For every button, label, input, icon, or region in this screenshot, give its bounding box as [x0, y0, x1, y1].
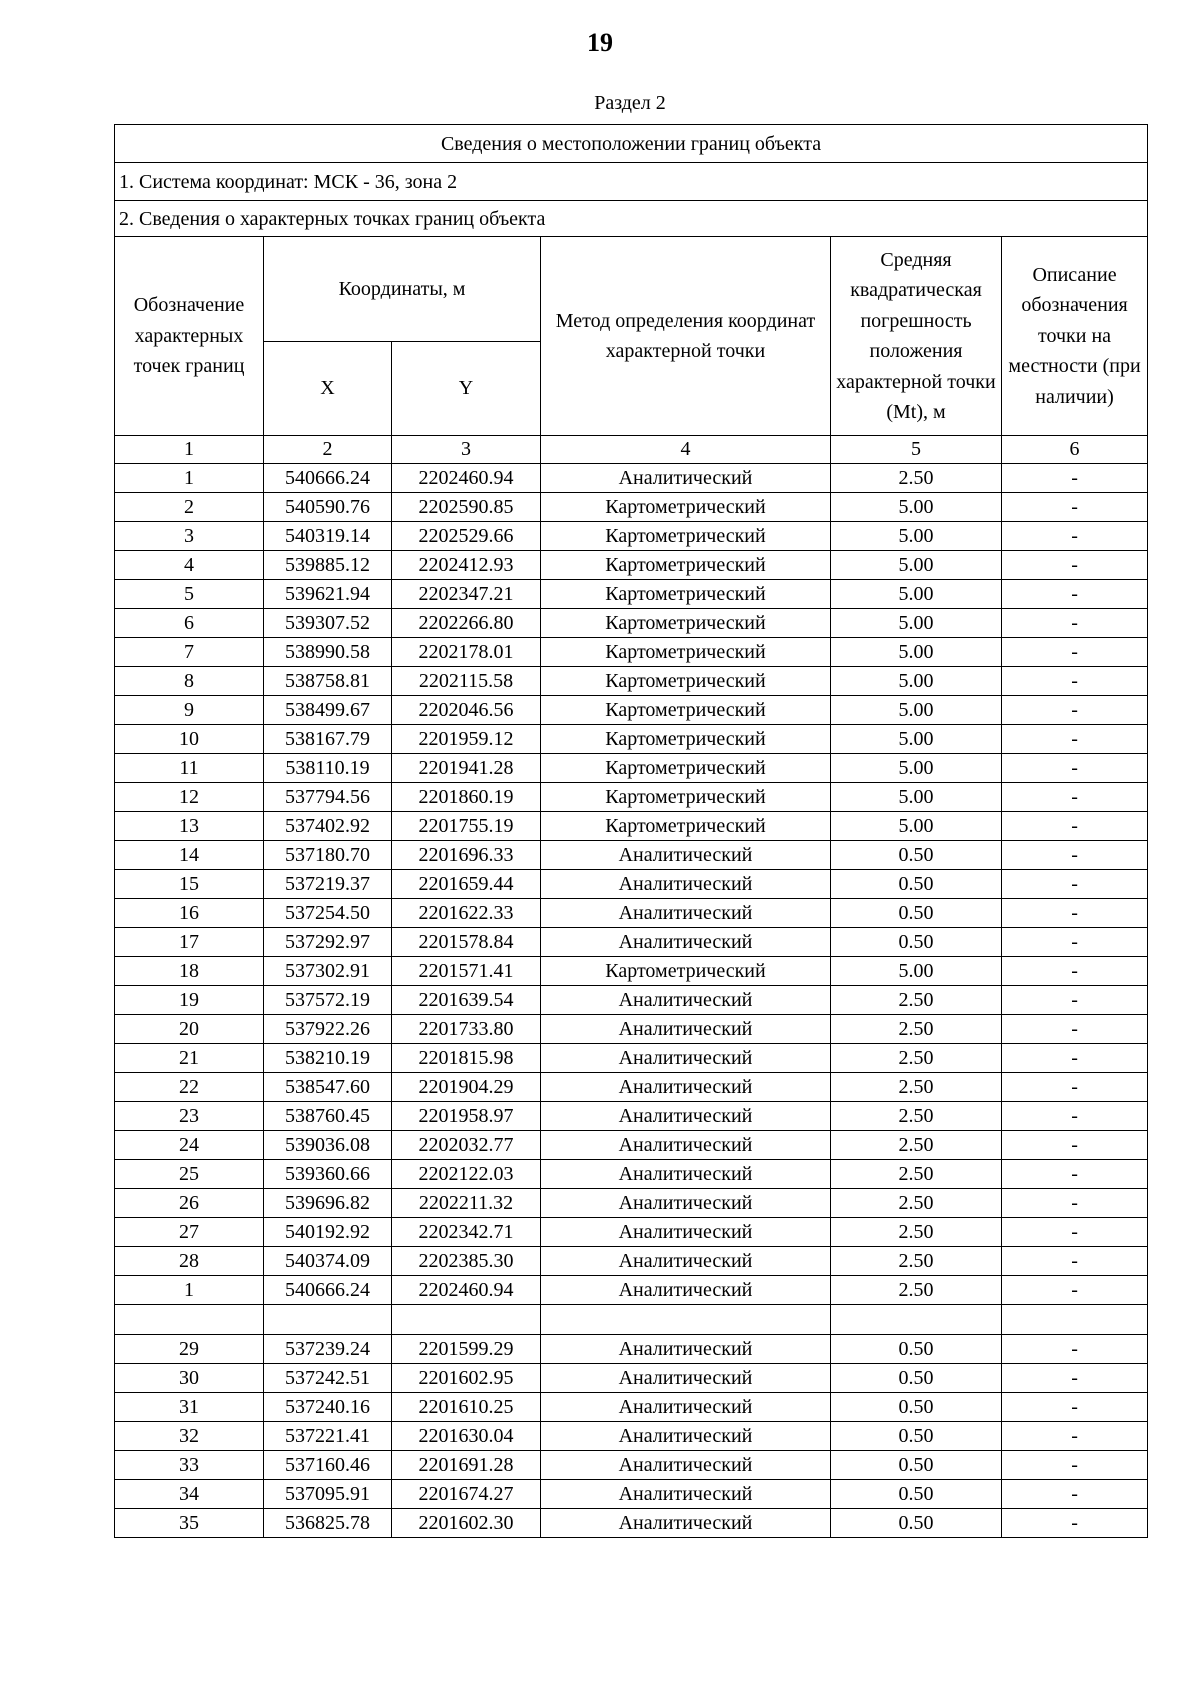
mean-error: 2.50 — [831, 464, 1002, 493]
method: Аналитический — [541, 1480, 831, 1509]
header-coordinates: Координаты, м — [264, 237, 541, 342]
description: - — [1002, 609, 1148, 638]
y-coordinate: 2202266.80 — [392, 609, 541, 638]
x-coordinate: 539621.94 — [264, 580, 392, 609]
method: Аналитический — [541, 899, 831, 928]
x-coordinate: 538167.79 — [264, 725, 392, 754]
y-coordinate: 2202211.32 — [392, 1189, 541, 1218]
point-number: 4 — [115, 551, 264, 580]
method: Аналитический — [541, 1451, 831, 1480]
empty-cell — [831, 1305, 1002, 1335]
mean-error: 5.00 — [831, 725, 1002, 754]
description: - — [1002, 783, 1148, 812]
method: Картометрический — [541, 609, 831, 638]
table-row — [115, 493, 1148, 522]
y-coordinate: 2202460.94 — [392, 1276, 541, 1305]
table-row — [115, 812, 1148, 841]
empty-cell — [392, 1305, 541, 1335]
description: - — [1002, 957, 1148, 986]
table-row — [115, 986, 1148, 1015]
table-row — [115, 1073, 1148, 1102]
method: Аналитический — [541, 928, 831, 957]
table-row — [115, 1015, 1148, 1044]
column-number: 2 — [264, 436, 392, 464]
x-coordinate: 537160.46 — [264, 1451, 392, 1480]
mean-error: 2.50 — [831, 1015, 1002, 1044]
method: Картометрический — [541, 580, 831, 609]
header-error: Средняя квадратическая погрешность положения характерной точки (Mt), м — [831, 237, 1002, 436]
mean-error: 0.50 — [831, 928, 1002, 957]
method: Картометрический — [541, 638, 831, 667]
mean-error: 5.00 — [831, 638, 1002, 667]
x-coordinate: 537302.91 — [264, 957, 392, 986]
mean-error: 2.50 — [831, 1160, 1002, 1189]
x-coordinate: 538547.60 — [264, 1073, 392, 1102]
point-number: 14 — [115, 841, 264, 870]
mean-error: 5.00 — [831, 812, 1002, 841]
mean-error: 0.50 — [831, 1364, 1002, 1393]
point-number: 19 — [115, 986, 264, 1015]
description: - — [1002, 1247, 1148, 1276]
method: Картометрический — [541, 667, 831, 696]
point-number: 23 — [115, 1102, 264, 1131]
y-coordinate: 2201659.44 — [392, 870, 541, 899]
x-coordinate: 537254.50 — [264, 899, 392, 928]
mean-error: 2.50 — [831, 1276, 1002, 1305]
method: Аналитический — [541, 1335, 831, 1364]
y-coordinate: 2201639.54 — [392, 986, 541, 1015]
y-coordinate: 2201602.95 — [392, 1364, 541, 1393]
method: Аналитический — [541, 1044, 831, 1073]
y-coordinate: 2202529.66 — [392, 522, 541, 551]
mean-error: 0.50 — [831, 1451, 1002, 1480]
point-number: 12 — [115, 783, 264, 812]
description: - — [1002, 522, 1148, 551]
description: - — [1002, 1015, 1148, 1044]
mean-error: 2.50 — [831, 986, 1002, 1015]
mean-error: 0.50 — [831, 841, 1002, 870]
method: Картометрический — [541, 812, 831, 841]
x-coordinate: 539036.08 — [264, 1131, 392, 1160]
point-number: 20 — [115, 1015, 264, 1044]
description: - — [1002, 1102, 1148, 1131]
description: - — [1002, 1131, 1148, 1160]
description: - — [1002, 1044, 1148, 1073]
y-coordinate: 2202347.21 — [392, 580, 541, 609]
mean-error: 5.00 — [831, 522, 1002, 551]
description: - — [1002, 928, 1148, 957]
mean-error: 5.00 — [831, 667, 1002, 696]
x-coordinate: 538990.58 — [264, 638, 392, 667]
method: Аналитический — [541, 870, 831, 899]
table-row — [115, 783, 1148, 812]
table-row — [115, 1509, 1148, 1538]
x-coordinate: 537240.16 — [264, 1393, 392, 1422]
description: - — [1002, 638, 1148, 667]
description: - — [1002, 1189, 1148, 1218]
x-coordinate: 540319.14 — [264, 522, 392, 551]
y-coordinate: 2201674.27 — [392, 1480, 541, 1509]
point-number: 16 — [115, 899, 264, 928]
x-coordinate: 537922.26 — [264, 1015, 392, 1044]
table-row — [115, 957, 1148, 986]
mean-error: 2.50 — [831, 1073, 1002, 1102]
method: Картометрический — [541, 696, 831, 725]
y-coordinate: 2201941.28 — [392, 754, 541, 783]
description: - — [1002, 986, 1148, 1015]
point-number: 7 — [115, 638, 264, 667]
x-coordinate: 538110.19 — [264, 754, 392, 783]
point-number: 22 — [115, 1073, 264, 1102]
points-heading-row: 2. Сведения о характерных точках границ объекта — [115, 201, 1148, 237]
table-row — [115, 522, 1148, 551]
method: Аналитический — [541, 1189, 831, 1218]
description: - — [1002, 1218, 1148, 1247]
header-method: Метод определения координат характерной точки — [541, 237, 831, 436]
header-x: X — [264, 341, 392, 435]
empty-cell — [264, 1305, 392, 1335]
column-number: 4 — [541, 436, 831, 464]
mean-error: 0.50 — [831, 1509, 1002, 1538]
table-row — [115, 667, 1148, 696]
table-row — [115, 928, 1148, 957]
y-coordinate: 2202032.77 — [392, 1131, 541, 1160]
y-coordinate: 2201733.80 — [392, 1015, 541, 1044]
description: - — [1002, 1422, 1148, 1451]
point-number: 9 — [115, 696, 264, 725]
table-row — [115, 1247, 1148, 1276]
description: - — [1002, 551, 1148, 580]
x-coordinate: 540192.92 — [264, 1218, 392, 1247]
method: Аналитический — [541, 1218, 831, 1247]
x-coordinate: 537292.97 — [264, 928, 392, 957]
column-numbers-row — [115, 436, 1148, 464]
column-number: 5 — [831, 436, 1002, 464]
y-coordinate: 2201578.84 — [392, 928, 541, 957]
y-coordinate: 2201815.98 — [392, 1044, 541, 1073]
point-number: 21 — [115, 1044, 264, 1073]
description: - — [1002, 841, 1148, 870]
point-number: 5 — [115, 580, 264, 609]
y-coordinate: 2202460.94 — [392, 464, 541, 493]
x-coordinate: 538760.45 — [264, 1102, 392, 1131]
method: Аналитический — [541, 841, 831, 870]
point-number: 28 — [115, 1247, 264, 1276]
method: Аналитический — [541, 1276, 831, 1305]
point-number: 10 — [115, 725, 264, 754]
x-coordinate: 537794.56 — [264, 783, 392, 812]
table-row — [115, 464, 1148, 493]
x-coordinate: 539360.66 — [264, 1160, 392, 1189]
y-coordinate: 2202178.01 — [392, 638, 541, 667]
y-coordinate: 2201958.97 — [392, 1102, 541, 1131]
x-coordinate: 537242.51 — [264, 1364, 392, 1393]
empty-cell — [115, 1305, 264, 1335]
y-coordinate: 2201691.28 — [392, 1451, 541, 1480]
x-coordinate: 540590.76 — [264, 493, 392, 522]
point-number: 15 — [115, 870, 264, 899]
y-coordinate: 2201622.33 — [392, 899, 541, 928]
y-coordinate: 2201755.19 — [392, 812, 541, 841]
y-coordinate: 2201630.04 — [392, 1422, 541, 1451]
table-row — [115, 841, 1148, 870]
x-coordinate: 536825.78 — [264, 1509, 392, 1538]
mean-error: 2.50 — [831, 1102, 1002, 1131]
mean-error: 0.50 — [831, 899, 1002, 928]
coord-system-row: 1. Система координат: МСК - 36, зона 2 — [115, 163, 1148, 201]
table-row — [115, 1044, 1148, 1073]
y-coordinate: 2202122.03 — [392, 1160, 541, 1189]
description: - — [1002, 812, 1148, 841]
y-coordinate: 2202590.85 — [392, 493, 541, 522]
table-row — [115, 1160, 1148, 1189]
boundary-points-table — [114, 124, 1148, 1538]
header-description: Описание обозначения точки на местности (при наличии) — [1002, 237, 1148, 436]
point-number: 2 — [115, 493, 264, 522]
x-coordinate: 538758.81 — [264, 667, 392, 696]
table-row — [115, 580, 1148, 609]
method: Аналитический — [541, 1015, 831, 1044]
y-coordinate: 2202342.71 — [392, 1218, 541, 1247]
method: Аналитический — [541, 986, 831, 1015]
table-row — [115, 1102, 1148, 1131]
mean-error: 0.50 — [831, 1480, 1002, 1509]
mean-error: 2.50 — [831, 1131, 1002, 1160]
description: - — [1002, 464, 1148, 493]
empty-cell — [1002, 1305, 1148, 1335]
method: Картометрический — [541, 957, 831, 986]
y-coordinate: 2201959.12 — [392, 725, 541, 754]
mean-error: 0.50 — [831, 1422, 1002, 1451]
empty-cell — [541, 1305, 831, 1335]
y-coordinate: 2202046.56 — [392, 696, 541, 725]
table-body — [115, 464, 1148, 1538]
method: Картометрический — [541, 754, 831, 783]
point-number: 8 — [115, 667, 264, 696]
mean-error: 2.50 — [831, 1247, 1002, 1276]
x-coordinate: 540666.24 — [264, 1276, 392, 1305]
point-number: 32 — [115, 1422, 264, 1451]
y-coordinate: 2201571.41 — [392, 957, 541, 986]
method: Аналитический — [541, 1393, 831, 1422]
method: Картометрический — [541, 725, 831, 754]
description: - — [1002, 870, 1148, 899]
mean-error: 5.00 — [831, 609, 1002, 638]
mean-error: 5.00 — [831, 696, 1002, 725]
column-number: 6 — [1002, 436, 1148, 464]
description: - — [1002, 493, 1148, 522]
table-row — [115, 609, 1148, 638]
method: Аналитический — [541, 1102, 831, 1131]
description: - — [1002, 1480, 1148, 1509]
section-label: Раздел 2 — [594, 92, 666, 114]
page-number: 19 — [587, 28, 613, 57]
description: - — [1002, 580, 1148, 609]
y-coordinate: 2201599.29 — [392, 1335, 541, 1364]
mean-error: 2.50 — [831, 1218, 1002, 1247]
method: Аналитический — [541, 1509, 831, 1538]
x-coordinate: 538210.19 — [264, 1044, 392, 1073]
y-coordinate: 2201860.19 — [392, 783, 541, 812]
description: - — [1002, 1276, 1148, 1305]
mean-error: 5.00 — [831, 957, 1002, 986]
header-y: Y — [392, 341, 541, 435]
table-row — [115, 1480, 1148, 1509]
x-coordinate: 539696.82 — [264, 1189, 392, 1218]
x-coordinate: 537095.91 — [264, 1480, 392, 1509]
separator-row — [115, 1305, 1148, 1335]
description: - — [1002, 1364, 1148, 1393]
mean-error: 2.50 — [831, 1044, 1002, 1073]
table-row — [115, 1451, 1148, 1480]
table-row — [115, 725, 1148, 754]
mean-error: 5.00 — [831, 551, 1002, 580]
description: - — [1002, 1160, 1148, 1189]
y-coordinate: 2202115.58 — [392, 667, 541, 696]
description: - — [1002, 1073, 1148, 1102]
method: Картометрический — [541, 783, 831, 812]
method: Аналитический — [541, 1160, 831, 1189]
point-number: 26 — [115, 1189, 264, 1218]
description: - — [1002, 1509, 1148, 1538]
y-coordinate: 2201904.29 — [392, 1073, 541, 1102]
point-number: 11 — [115, 754, 264, 783]
mean-error: 0.50 — [831, 1393, 1002, 1422]
x-coordinate: 540374.09 — [264, 1247, 392, 1276]
x-coordinate: 540666.24 — [264, 464, 392, 493]
table-row — [115, 899, 1148, 928]
table-row — [115, 1218, 1148, 1247]
description: - — [1002, 754, 1148, 783]
point-number: 3 — [115, 522, 264, 551]
table-row — [115, 1131, 1148, 1160]
table-row — [115, 754, 1148, 783]
header-designation: Обозначение характерных точек границ — [115, 237, 264, 436]
x-coordinate: 539307.52 — [264, 609, 392, 638]
method: Аналитический — [541, 1247, 831, 1276]
point-number: 1 — [115, 464, 264, 493]
method: Аналитический — [541, 1422, 831, 1451]
method: Аналитический — [541, 1073, 831, 1102]
table-row — [115, 696, 1148, 725]
point-number: 31 — [115, 1393, 264, 1422]
description: - — [1002, 667, 1148, 696]
method: Аналитический — [541, 1364, 831, 1393]
x-coordinate: 537402.92 — [264, 812, 392, 841]
mean-error: 5.00 — [831, 493, 1002, 522]
method: Картометрический — [541, 522, 831, 551]
point-number: 35 — [115, 1509, 264, 1538]
point-number: 30 — [115, 1364, 264, 1393]
table-row — [115, 1189, 1148, 1218]
table-row — [115, 638, 1148, 667]
point-number: 25 — [115, 1160, 264, 1189]
table-row — [115, 870, 1148, 899]
x-coordinate: 537219.37 — [264, 870, 392, 899]
point-number: 13 — [115, 812, 264, 841]
description: - — [1002, 725, 1148, 754]
mean-error: 5.00 — [831, 783, 1002, 812]
x-coordinate: 539885.12 — [264, 551, 392, 580]
x-coordinate: 537239.24 — [264, 1335, 392, 1364]
mean-error: 5.00 — [831, 580, 1002, 609]
point-number: 24 — [115, 1131, 264, 1160]
y-coordinate: 2201610.25 — [392, 1393, 541, 1422]
method: Картометрический — [541, 551, 831, 580]
method: Аналитический — [541, 464, 831, 493]
table-row — [115, 551, 1148, 580]
point-number: 1 — [115, 1276, 264, 1305]
table-title: Сведения о местоположении границ объекта — [115, 125, 1148, 163]
mean-error: 5.00 — [831, 754, 1002, 783]
description: - — [1002, 1393, 1148, 1422]
table-row — [115, 1422, 1148, 1451]
mean-error: 0.50 — [831, 1335, 1002, 1364]
point-number: 27 — [115, 1218, 264, 1247]
mean-error: 0.50 — [831, 870, 1002, 899]
y-coordinate: 2202412.93 — [392, 551, 541, 580]
column-number: 1 — [115, 436, 264, 464]
table-row — [115, 1276, 1148, 1305]
column-number: 3 — [392, 436, 541, 464]
y-coordinate: 2202385.30 — [392, 1247, 541, 1276]
mean-error: 2.50 — [831, 1189, 1002, 1218]
description: - — [1002, 696, 1148, 725]
point-number: 34 — [115, 1480, 264, 1509]
table-row — [115, 1364, 1148, 1393]
point-number: 29 — [115, 1335, 264, 1364]
table-row — [115, 1393, 1148, 1422]
point-number: 18 — [115, 957, 264, 986]
description: - — [1002, 899, 1148, 928]
description: - — [1002, 1451, 1148, 1480]
y-coordinate: 2201602.30 — [392, 1509, 541, 1538]
point-number: 17 — [115, 928, 264, 957]
method: Аналитический — [541, 1131, 831, 1160]
x-coordinate: 537180.70 — [264, 841, 392, 870]
point-number: 33 — [115, 1451, 264, 1480]
x-coordinate: 538499.67 — [264, 696, 392, 725]
x-coordinate: 537221.41 — [264, 1422, 392, 1451]
point-number: 6 — [115, 609, 264, 638]
table-row — [115, 1335, 1148, 1364]
description: - — [1002, 1335, 1148, 1364]
y-coordinate: 2201696.33 — [392, 841, 541, 870]
method: Картометрический — [541, 493, 831, 522]
x-coordinate: 537572.19 — [264, 986, 392, 1015]
